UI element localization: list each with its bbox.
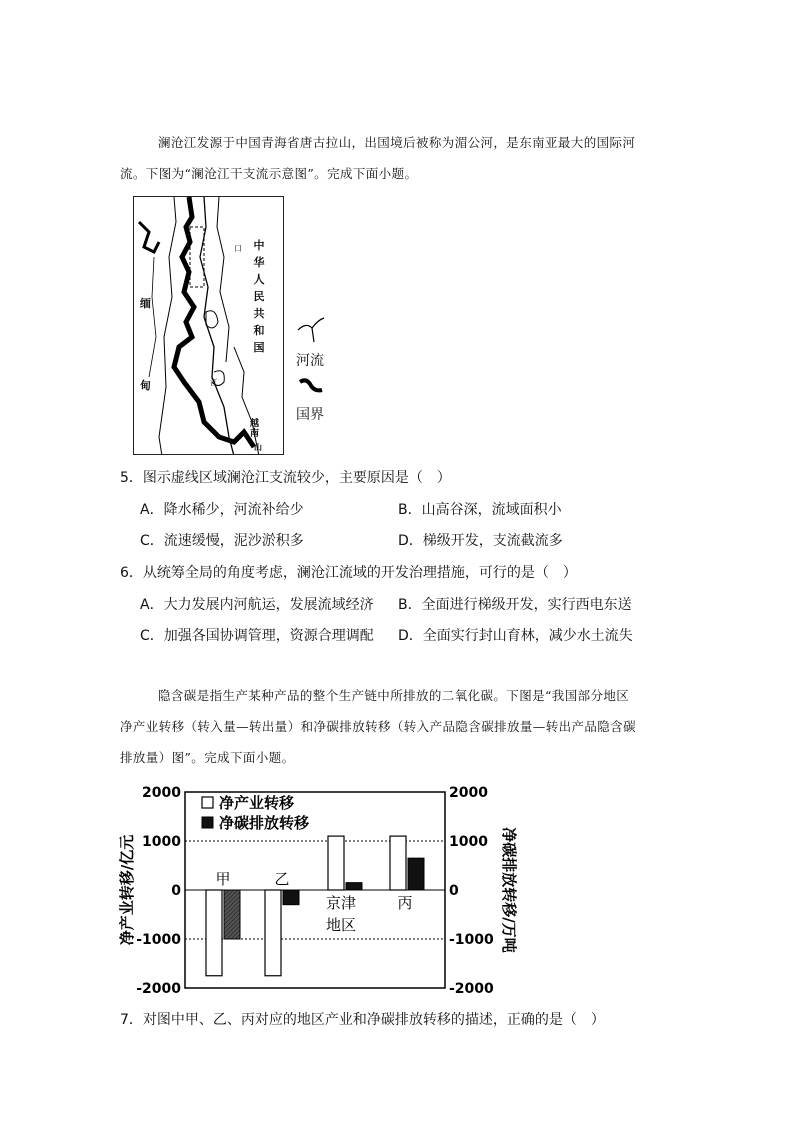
q6-option-d[interactable]: D．全面实行封山育林，减少水土流失 bbox=[398, 628, 633, 644]
passage-2-line-2: 净产业转移（转入量—转出量）和净碳排放转移（转入产品隐含碳排放量—转出产品隐含碳 bbox=[120, 719, 637, 734]
right-tick-label: 1000 bbox=[449, 834, 488, 850]
bar-net-industry-transfer bbox=[206, 890, 222, 976]
left-axis-title: 净产业转移/亿元 bbox=[118, 834, 136, 946]
china-char-6: 和 bbox=[253, 324, 265, 337]
q6-option-b[interactable]: B．全面进行梯级开发，实行西电东送 bbox=[398, 597, 632, 613]
passage-2-line-1-block bbox=[120, 680, 700, 711]
q5-option-d[interactable]: D．梯级开发，支流截流多 bbox=[398, 533, 563, 549]
bar-net-industry-transfer bbox=[390, 836, 406, 890]
china-char-1: 中 bbox=[253, 239, 265, 252]
map-small-label-2: 江 bbox=[210, 378, 218, 387]
river-line-2 bbox=[217, 197, 229, 362]
myanmar-label-2: 甸 bbox=[140, 379, 151, 392]
map-small-label-1: 山 bbox=[254, 443, 262, 452]
passage-2-line-3: 排放量）图”。完成下面小题。 bbox=[120, 750, 295, 765]
industry-carbon-transfer-chart bbox=[118, 780, 518, 1002]
q6-option-c[interactable]: C．加强各国协调管理，资源合理调配 bbox=[140, 628, 374, 644]
q5-option-a[interactable]: A．降水稀少，河流补给少 bbox=[140, 502, 304, 518]
bar-net-carbon-transfer bbox=[408, 858, 424, 890]
china-char-7: 国 bbox=[253, 341, 265, 354]
left-tick-label: 0 bbox=[171, 883, 181, 899]
left-tick-label: -1000 bbox=[136, 932, 181, 948]
legend-swatch-industry bbox=[202, 797, 213, 808]
q5-option-c[interactable]: C．流速缓慢，泥沙淤积多 bbox=[140, 533, 304, 549]
category-label-bing: 丙 bbox=[397, 894, 413, 912]
border-legend-icon bbox=[298, 376, 326, 398]
passage-2-line-3-block bbox=[120, 742, 700, 773]
vietnam-label: 越南 bbox=[250, 419, 260, 439]
question-5-stem: 5．图示虚线区域澜沧江支流较少，主要原因是（ ） bbox=[120, 470, 451, 486]
legend-label-industry: 净产业转移 bbox=[219, 794, 295, 812]
question-6-stem: 6．从统筹全局的角度考虑，澜沧江流域的开发治理措施，可行的是（ ） bbox=[120, 565, 577, 581]
right-tick-label: 0 bbox=[449, 883, 459, 899]
river-line-5 bbox=[149, 257, 156, 377]
left-tick-label: -2000 bbox=[136, 981, 181, 997]
china-char-3: 人 bbox=[253, 273, 265, 286]
right-tick-label: -2000 bbox=[449, 981, 494, 997]
right-axis-title: 净碳排放转移/万吨 bbox=[500, 827, 518, 953]
lancang-river-map bbox=[133, 196, 284, 455]
river-legend-label: 河流 bbox=[296, 353, 324, 369]
passage-1-line-2-block bbox=[120, 158, 700, 189]
china-label bbox=[252, 237, 266, 356]
bar-net-carbon-transfer bbox=[346, 883, 362, 890]
china-char-2: 华 bbox=[253, 256, 265, 269]
category-label-yi: 乙 bbox=[274, 870, 290, 888]
passage-1-line-1: 澜沧江发源于中国青海省唐古拉山，出国境后被称为湄公河，是东南亚最大的国际河 bbox=[158, 135, 636, 150]
river-loop bbox=[206, 311, 218, 328]
category-label-jia: 甲 bbox=[215, 870, 231, 888]
national-border-line bbox=[174, 197, 254, 447]
left-tick-label: 1000 bbox=[142, 834, 181, 850]
passage-1 bbox=[120, 127, 700, 158]
dashed-region bbox=[190, 227, 204, 287]
legend-label-carbon: 净碳排放转移 bbox=[219, 814, 310, 832]
passage-2-line-2-block bbox=[120, 711, 700, 742]
map-small-label-3: 口 bbox=[234, 244, 242, 253]
bar-net-carbon-transfer bbox=[283, 890, 299, 905]
west-border-line bbox=[139, 222, 159, 252]
bar-net-carbon-transfer bbox=[224, 890, 240, 939]
q6-option-a[interactable]: A．大力发展内河航运，发展流域经济 bbox=[140, 597, 374, 613]
question-7-stem: 7．对图中甲、乙、丙对应的地区产业和净碳排放转移的描述，正确的是（ ） bbox=[120, 1012, 605, 1028]
china-char-5: 共 bbox=[253, 307, 265, 320]
myanmar-label-1: 缅 bbox=[140, 297, 151, 310]
border-legend-label: 国界 bbox=[296, 407, 324, 423]
passage-1-line-2: 流。下图为“澜沧江干支流示意图”。完成下面小题。 bbox=[120, 166, 418, 181]
passage-2-line-1: 隐含碳是指生产某种产品的整个生产链中所排放的二氧化碳。下图是“我国部分地区 bbox=[158, 688, 630, 703]
river-line-3 bbox=[159, 197, 176, 455]
bar-net-industry-transfer bbox=[328, 836, 344, 890]
category-label-jingjin-2: 地区 bbox=[325, 916, 357, 934]
river-legend-icon bbox=[296, 316, 326, 346]
china-char-4: 民 bbox=[253, 290, 265, 303]
right-tick-label: -1000 bbox=[449, 932, 494, 948]
right-tick-label: 2000 bbox=[449, 785, 488, 801]
legend-swatch-carbon bbox=[202, 817, 213, 828]
bar-net-industry-transfer bbox=[265, 890, 281, 976]
left-tick-label: 2000 bbox=[142, 785, 181, 801]
q5-option-b[interactable]: B．山高谷深，流域面积小 bbox=[398, 502, 562, 518]
category-label-jingjin-1: 京津 bbox=[325, 894, 357, 912]
